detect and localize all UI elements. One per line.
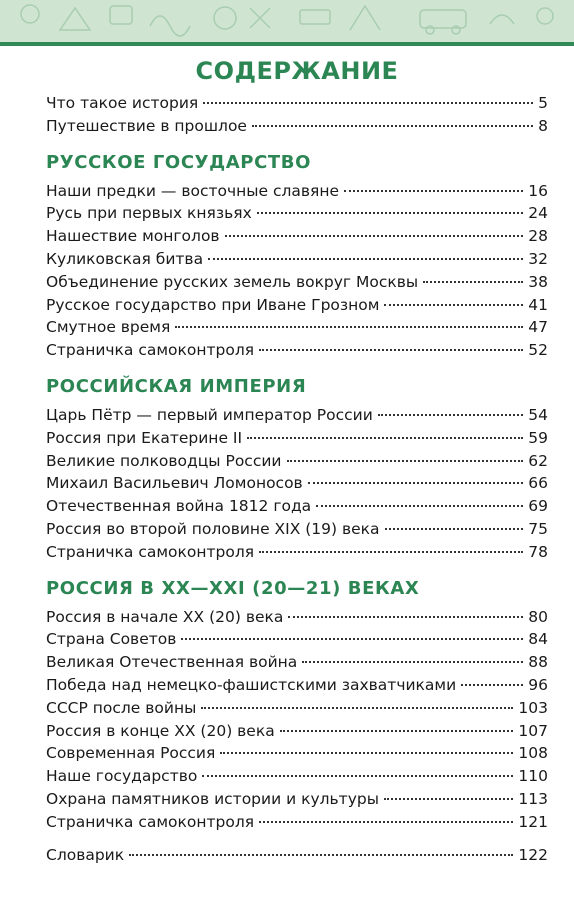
leader-dots: [203, 102, 533, 104]
leader-dots: [384, 304, 523, 306]
entry-page: 5: [538, 94, 548, 112]
leader-dots: [208, 258, 523, 260]
entry-title: Страничка самоконтроля: [46, 341, 255, 360]
entry-page: 16: [528, 181, 548, 200]
entry-title: Россия в начале XX (20) века: [46, 607, 284, 626]
entry-title: Великая Отечественная война: [46, 653, 298, 672]
entry-title: Страна Советов: [46, 630, 177, 649]
leader-dots: [181, 638, 523, 640]
leader-dots: [288, 616, 523, 618]
leader-dots: [259, 349, 523, 351]
page-title: СОДЕРЖАНИЕ: [195, 57, 399, 85]
toc-entry[interactable]: [46, 606, 548, 629]
entry-page: 69: [528, 497, 548, 516]
leader-dots: [344, 190, 523, 192]
toc-entry[interactable]: [46, 742, 548, 765]
toc-entry[interactable]: [46, 202, 548, 225]
entry-title: Словарик: [46, 845, 125, 864]
toc-entry[interactable]: [46, 225, 548, 248]
toc-entry[interactable]: [46, 115, 548, 138]
section-title: РОССИЯ В XX—XXI (20—21) ВЕКАХ: [46, 577, 420, 599]
toc-entry[interactable]: [46, 720, 548, 743]
toc-entry[interactable]: [46, 472, 548, 495]
entry-page: 24: [528, 204, 548, 223]
section-title: РОССИЙСКАЯ ИМПЕРИЯ: [46, 375, 307, 397]
entry-title: Русское государство при Иване Грозном: [46, 295, 380, 314]
toc-entry[interactable]: [46, 248, 548, 271]
table-of-contents: [46, 56, 548, 866]
leader-dots: [385, 528, 524, 530]
leader-dots: [302, 661, 523, 663]
leader-dots: [378, 414, 523, 416]
leader-dots: [175, 326, 523, 328]
toc-entry[interactable]: [46, 316, 548, 339]
leader-dots: [202, 775, 513, 777]
toc-entry[interactable]: [46, 450, 548, 473]
toc-entry[interactable]: [46, 92, 548, 115]
entry-title: Что такое история: [46, 94, 199, 112]
toc-entry[interactable]: [46, 180, 548, 203]
toc-entry[interactable]: [46, 697, 548, 720]
leader-dots: [129, 854, 513, 856]
toc-entry[interactable]: [46, 271, 548, 294]
leader-dots: [257, 212, 524, 214]
entry-title: Нашествие монголов: [46, 227, 220, 246]
leader-dots: [280, 730, 514, 732]
entry-page: 41: [528, 295, 548, 314]
entry-title: Наши предки — восточные славяне: [46, 181, 340, 200]
leader-dots: [287, 460, 524, 462]
entry-title: Охрана памятников истории и культуры: [46, 789, 379, 808]
entry-title: Наше государство: [46, 767, 198, 786]
leader-dots: [259, 821, 513, 823]
entry-page: 28: [528, 227, 548, 246]
toc-entry[interactable]: [46, 495, 548, 518]
entry-title: Современная Россия: [46, 744, 216, 763]
entry-title: Страничка самоконтроля: [46, 812, 255, 831]
leader-dots: [247, 437, 523, 439]
entry-page: 59: [528, 428, 548, 447]
toc-entry[interactable]: [46, 844, 548, 867]
leader-dots: [316, 505, 523, 507]
entry-title: Смутное время: [46, 318, 171, 337]
entry-page: 80: [528, 607, 548, 626]
toc-entry[interactable]: [46, 788, 548, 811]
entry-page: 62: [528, 451, 548, 470]
toc-entry[interactable]: [46, 518, 548, 541]
entry-page: 32: [528, 249, 548, 268]
entry-title: СССР после войны: [46, 698, 197, 717]
entry-page: 47: [528, 318, 548, 337]
entry-page: 121: [518, 812, 548, 831]
toc-entry[interactable]: [46, 628, 548, 651]
entry-title: Великие полководцы России: [46, 451, 282, 470]
entry-page: 78: [528, 542, 548, 561]
toc-entry[interactable]: [46, 404, 548, 427]
entry-page: 38: [528, 272, 548, 291]
toc-entry[interactable]: [46, 811, 548, 834]
entry-page: 113: [518, 789, 548, 808]
toc-entry[interactable]: [46, 339, 548, 362]
entry-title: Россия при Екатерине II: [46, 428, 243, 447]
entry-page: 66: [528, 474, 548, 493]
toc-entry[interactable]: [46, 765, 548, 788]
entry-page: 88: [528, 653, 548, 672]
toc-entry[interactable]: [46, 651, 548, 674]
entry-title: Михаил Васильевич Ломоносов: [46, 474, 303, 493]
entry-page: 75: [528, 519, 548, 538]
entry-page: 103: [518, 698, 548, 717]
section-title: РУССКОЕ ГОСУДАРСТВО: [46, 151, 311, 173]
toc-entry[interactable]: [46, 427, 548, 450]
leader-dots: [252, 125, 533, 127]
entry-page: 8: [538, 116, 548, 135]
toc-entry[interactable]: [46, 294, 548, 317]
entry-page: 54: [528, 405, 548, 424]
entry-page: 107: [518, 721, 548, 740]
entry-page: 84: [528, 630, 548, 649]
entry-title: Путешествие в прошлое: [46, 116, 247, 135]
leader-dots: [259, 551, 523, 553]
entry-title: Русь при первых князьях: [46, 204, 252, 223]
leader-dots: [225, 235, 524, 237]
entry-title: Россия в конце XX (20) века: [46, 721, 275, 740]
entry-page: 108: [518, 744, 548, 763]
decorative-pattern-icon: [0, 0, 574, 42]
entry-title: Царь Пётр — первый император России: [46, 405, 373, 424]
spacer: [46, 834, 548, 844]
toc-entry[interactable]: [46, 541, 548, 564]
entry-title: Победа над немецко-фашистскими захватчиками: [46, 675, 457, 694]
entry-title: Куликовская битва: [46, 249, 204, 268]
toc-entry[interactable]: [46, 674, 548, 697]
entry-title: Страничка самоконтроля: [46, 542, 255, 561]
entry-page: 52: [528, 341, 548, 360]
top-banner: [0, 0, 574, 46]
leader-dots: [423, 281, 523, 283]
leader-dots: [220, 752, 513, 754]
leader-dots: [201, 707, 513, 709]
leader-dots: [461, 684, 523, 686]
intro-list: [46, 92, 548, 138]
leader-dots: [308, 482, 524, 484]
leader-dots: [384, 798, 513, 800]
entry-title: Отечественная война 1812 года: [46, 497, 312, 516]
entry-page: 110: [518, 767, 548, 786]
entry-title: Объединение русских земель вокруг Москвы: [46, 272, 419, 291]
entry-page: 96: [528, 675, 548, 694]
entry-title: Россия во второй половине XIX (19) века: [46, 519, 380, 538]
entry-page: 122: [518, 845, 548, 864]
